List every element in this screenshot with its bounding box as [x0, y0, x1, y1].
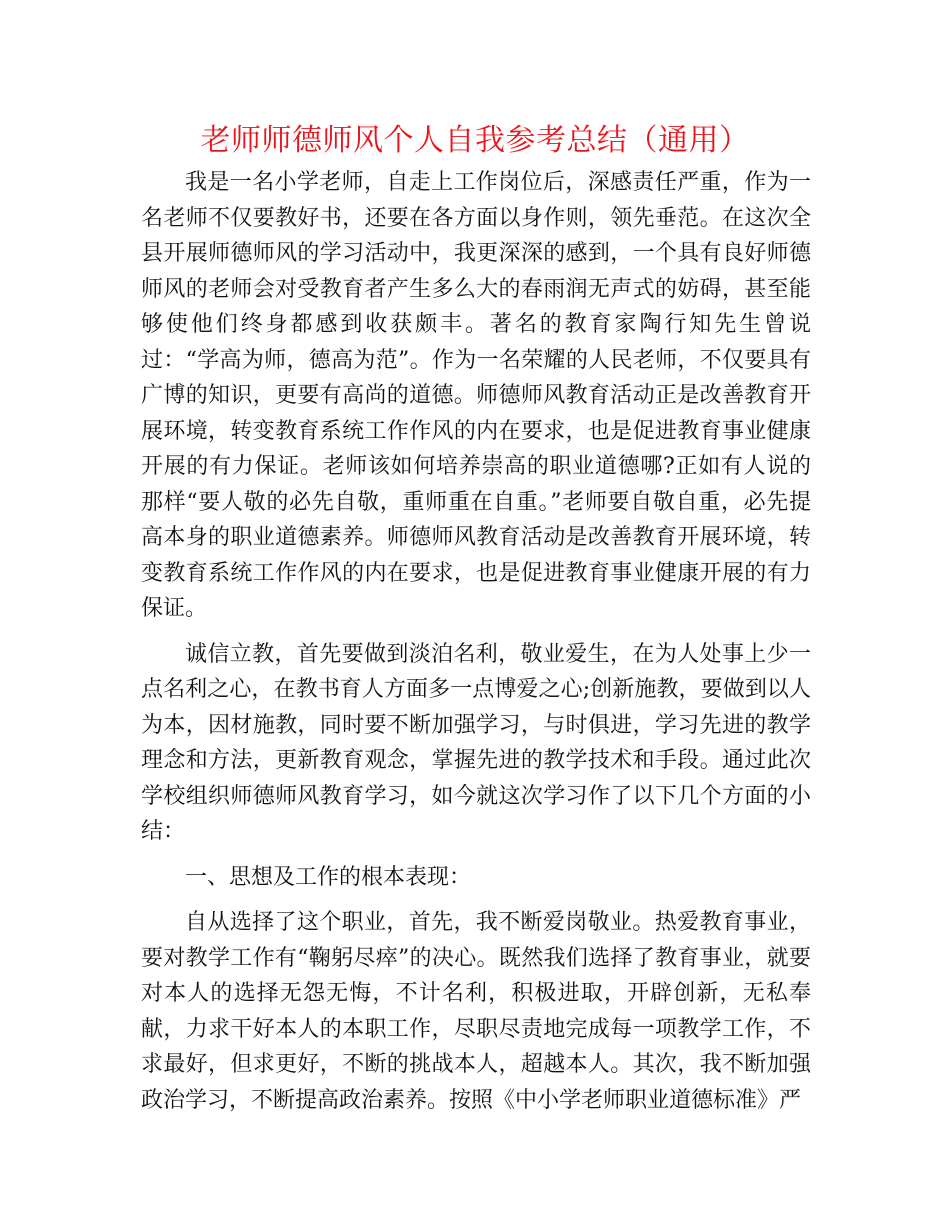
paragraph-integrity: 诚信立教，首先要做到淡泊名利，敬业爱生，在为人处事上少一点名利之心，在教书育人方面多一点博爱之心;创新施教，要做到以人为本，因材施教，同时要不断加强学习，与时俱进，学习先进的教学理念和方法，更新教育观念，掌握先进的教学技术和手段。通过此次学校组织师德师风教育学习，如今就这次学习作了以下几个方面的小结： — [141, 641, 811, 844]
section-heading-1: 一、思想及工作的根本表现： — [185, 864, 472, 890]
paragraph-dedication: 自从选择了这个职业，首先，我不断爱岗敬业。热爱教育事业，要对教学工作有“鞠躬尽瘁”的决心。既然我们选择了教育事业，就要对本人的选择无怨无悔，不计名利，积极进取，开辟创新，无私奉献，力求干好本人的本职工作，尽职尽责地完成每一项教学工作，不求最好，但求更好，不断的挑战本人，超越本人。其次，我不断加强政治学习，不断提高政治素养。按照《中小学老师职业道德标准》严 — [141, 910, 811, 1113]
document-body — [141, 165, 811, 1118]
document-title: 老师师德师风个人自我参考总结（通用） — [200, 123, 750, 158]
paragraph-intro: 我是一名小学老师，自走上工作岗位后，深感责任严重，作为一名老师不仅要教好书，还要在各方面以身作则，领先垂范。在这次全县开展师德师风的学习活动中，我更深深的感到，一个具有良好师德师风的老师会对受教育者产生多么大的春雨润无声式的妨碍，甚至能够使他们终身都感到收获颇丰。著名的教育家陶行知先生曾说过：“学高为师，德高为范”。作为一名荣耀的人民老师，不仅要具有广博的知识，更要有高尚的道德。师德师风教育活动正是改善教育开展环境，转变教育系统工作作风的内在要求，也是促进教育事业健康开展的有力保证。老师该如何培养崇高的职业道德哪?正如有人说的那样“要人敬的必先自敬，重师重在自重。”老师要自敬自重，必先提高本身的职业道德素养。师德师风教育活动是改善教育开展环境，转变教育系统工作作风的内在要求，也是促进教育事业健康开展的有力保证。 — [141, 170, 811, 621]
